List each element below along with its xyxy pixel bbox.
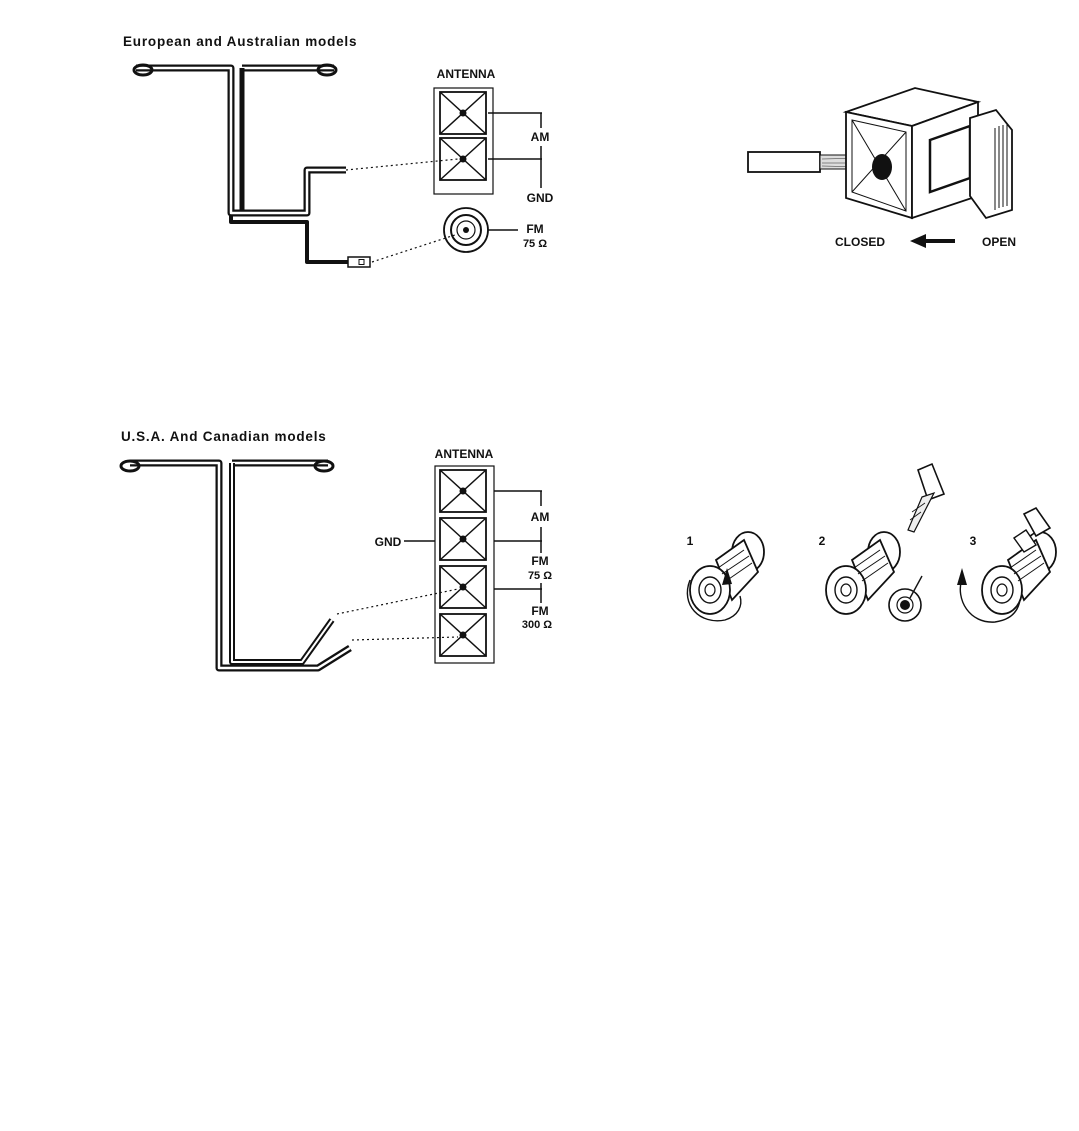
step-2-number: 2: [818, 534, 826, 548]
usa-fm-label: FM: [531, 554, 549, 568]
euro-am-loop-antenna: [134, 65, 346, 213]
euro-fm-lead-line: [372, 234, 458, 262]
usa-antenna-panel: [404, 466, 542, 663]
euro-models-heading: European and Australian models: [123, 34, 358, 49]
step-1-unscrew-knob: [687, 532, 764, 621]
usa-gnd-terminal[interactable]: [440, 518, 486, 560]
euro-fm-wire-antenna: [231, 215, 370, 267]
usa-models-heading: U.S.A. And Canadian models: [121, 429, 327, 444]
terminal-hole-icon: [872, 154, 892, 180]
step-3-number: 3: [969, 534, 977, 548]
usa-am-terminal[interactable]: [440, 470, 486, 512]
cable-jacket: [748, 152, 820, 172]
step-3-tighten-knob: [957, 508, 1056, 622]
usa-fm300-terminal[interactable]: [440, 614, 486, 656]
euro-fm-label: FM: [526, 222, 544, 236]
euro-fm-impedance-label: 75 Ω: [522, 238, 548, 250]
euro-am-label: AM: [530, 130, 550, 144]
usa-am-label: AM: [530, 510, 550, 524]
arrow-left-icon: [910, 234, 955, 248]
step-1-number: 1: [686, 534, 694, 548]
usa-loop-antenna: [121, 461, 350, 668]
euro-panel-title: ANTENNA: [436, 67, 496, 81]
terminal-lever[interactable]: [970, 110, 1012, 218]
usa-fm-300-label: 300 Ω: [521, 619, 553, 631]
usa-fm-75-label: 75 Ω: [527, 570, 553, 582]
usa-panel-title: ANTENNA: [434, 447, 494, 461]
open-label: OPEN: [981, 235, 1017, 249]
rotate-arrow-icon: [957, 568, 967, 585]
step-2-insert-wire: [826, 464, 944, 621]
euro-am-terminal[interactable]: [440, 92, 486, 134]
usa-fm75-terminal[interactable]: [440, 566, 486, 608]
closed-label: CLOSED: [834, 235, 886, 249]
euro-gnd-terminal[interactable]: [440, 138, 486, 180]
usa-gnd-label: GND: [374, 535, 402, 549]
push-terminal-illustration: [748, 88, 1012, 248]
euro-gnd-label: GND: [526, 191, 554, 205]
usa-fm2-label: FM: [531, 604, 549, 618]
